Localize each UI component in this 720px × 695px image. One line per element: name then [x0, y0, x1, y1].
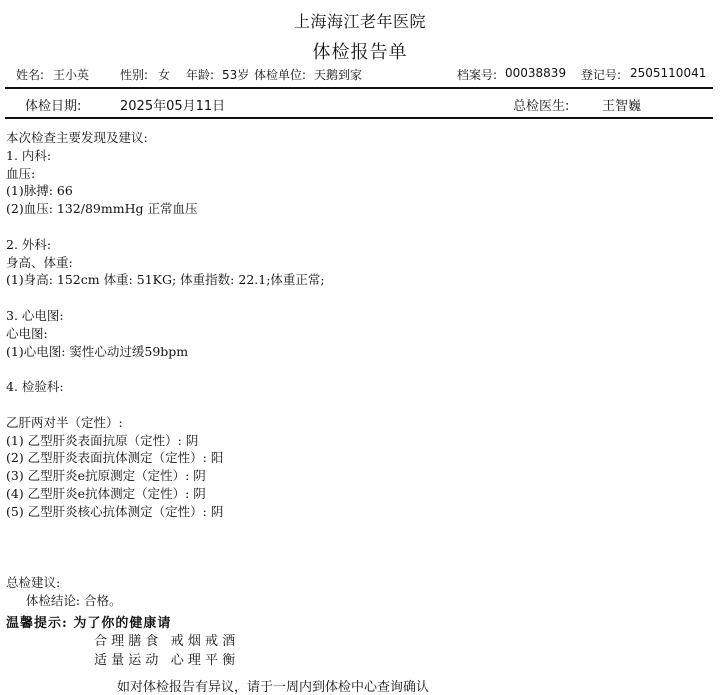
- finding-line: (4) 乙型肝炎e抗体测定（定性）: 阴: [6, 485, 206, 501]
- blank-line: [6, 360, 706, 378]
- section-surgery: 2. 外科:: [6, 236, 52, 252]
- doctor-label: 总检医生:: [513, 99, 570, 114]
- age-label: 年龄:: [186, 68, 215, 82]
- exam-date: 2025年05月11日: [120, 99, 226, 114]
- finding-line: 血压:: [6, 165, 36, 181]
- finding-line: (2)血压: 132/89mmHg 正常血压: [6, 201, 198, 217]
- registration-number-label: 登记号:: [581, 68, 622, 82]
- finding-line: (1)身高: 152cm 体重: 51KG; 体重指数: 22.1;体重正常;: [6, 272, 325, 288]
- section-internal-medicine: 1. 内科:: [6, 147, 52, 163]
- exam-date-label: 体检日期:: [25, 99, 82, 114]
- finding-line: (5) 乙型肝炎核心抗体测定（定性）: 阴: [6, 503, 224, 519]
- finding-line: 身高、体重:: [6, 254, 73, 270]
- patient-name: 王小英: [53, 68, 90, 82]
- report-title: 体检报告单: [312, 42, 408, 63]
- file-number-label: 档案号:: [457, 68, 498, 82]
- blank-line: [6, 538, 706, 556]
- summary-heading: 总检建议:: [6, 574, 61, 590]
- unit-label: 体检单位:: [254, 68, 307, 82]
- patient-age: 53岁: [222, 68, 250, 82]
- findings-section: [6, 129, 706, 610]
- doctor-name: 王智巍: [602, 99, 642, 114]
- blank-line: [6, 289, 706, 307]
- header-divider-top: [5, 87, 713, 89]
- registration-number: 2505110041: [630, 66, 707, 80]
- blank-line: [6, 218, 706, 236]
- summary-conclusion: 体检结论: 合格。: [6, 592, 122, 608]
- blank-line: [6, 556, 706, 574]
- blank-line: [6, 396, 706, 414]
- finding-line: 心电图:: [6, 325, 48, 341]
- name-label: 姓名:: [16, 68, 45, 82]
- section-ecg: 3. 心电图:: [6, 307, 64, 323]
- patient-unit: 天鹅到家: [314, 68, 363, 82]
- finding-line: 乙肝两对半（定性）:: [6, 414, 123, 430]
- finding-line: (1)脉搏: 66: [6, 183, 73, 199]
- patient-gender: 女: [158, 68, 171, 82]
- finding-line: (3) 乙型肝炎e抗原测定（定性）: 阴: [6, 468, 206, 484]
- finding-line: (1) 乙型肝炎表面抗原（定性）: 阴: [6, 432, 199, 448]
- hospital-name: 上海海江老年医院: [293, 12, 426, 31]
- tips-line-2: 适 量 运 动 心 理 平 衡: [94, 653, 236, 668]
- findings-heading: 本次检查主要发现及建议:: [6, 130, 148, 145]
- file-number: 00038839: [505, 66, 567, 80]
- header-divider-bottom: [5, 117, 713, 119]
- dispute-notice: 如对体检报告有异议，请于一周内到体检中心查询确认: [117, 680, 430, 695]
- tips-line-1: 合 理 膳 食 戒 烟 戒 酒: [94, 634, 236, 649]
- tips-heading: 温馨提示: 为了你的健康请: [6, 616, 172, 631]
- gender-label: 性别:: [120, 68, 149, 82]
- finding-line: (2) 乙型肝炎表面抗体测定（定性）: 阳: [6, 450, 224, 466]
- section-laboratory: 4. 检验科:: [6, 379, 64, 395]
- finding-line: (1)心电图: 窦性心动过缓59bpm: [6, 343, 189, 359]
- blank-line: [6, 521, 706, 539]
